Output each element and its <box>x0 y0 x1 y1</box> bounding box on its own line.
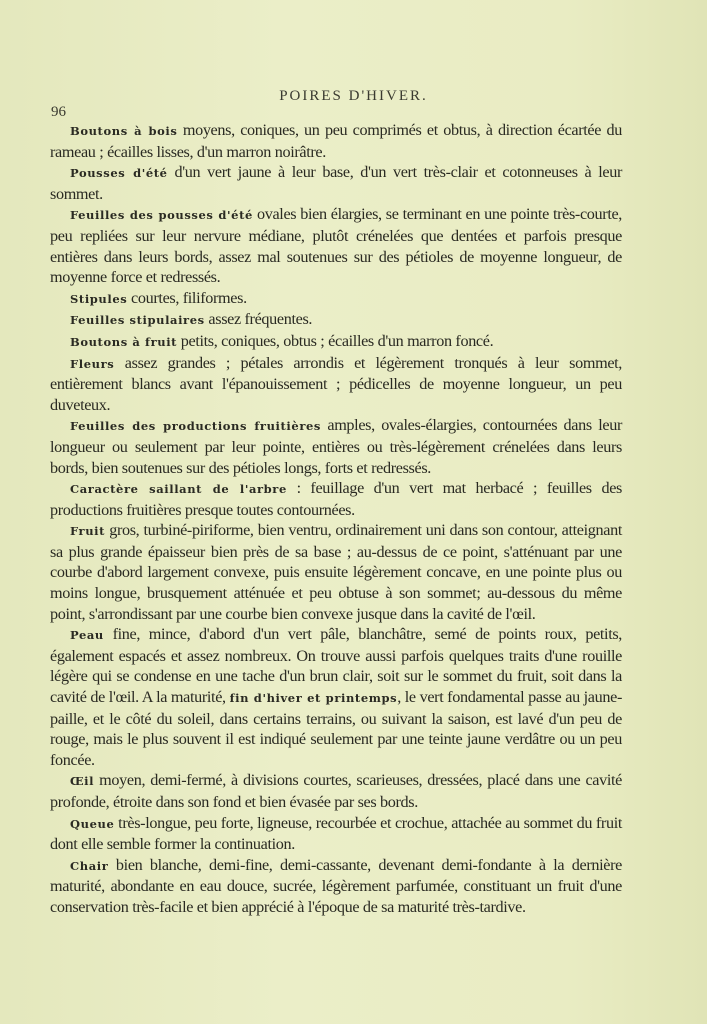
paragraph-lead: Feuilles stipulaires <box>70 313 205 328</box>
paragraph-peau <box>50 624 622 770</box>
paragraph-lead: Pousses d'été <box>70 166 168 181</box>
paragraph-lead: Feuilles des productions fruitières <box>70 419 321 434</box>
paragraph-lead: Peau <box>70 628 104 643</box>
paragraph-lead: Feuilles des pousses d'été <box>70 208 253 223</box>
paragraph-text: : feuillage d'un vert mat herbacé ; feuilles des productions fruitières presque toutes contournées. <box>50 479 622 519</box>
paragraph-pousses-d-ete <box>50 162 622 204</box>
paragraph-text: d'un vert jaune à leur base, d'un vert très-clair et cotonneuses à leur sommet. <box>50 163 622 203</box>
paragraph-boutons-a-bois <box>50 120 622 162</box>
paragraph-caractere-saillant <box>50 478 622 520</box>
paragraph-stipules <box>50 288 622 310</box>
paragraph-feuilles-stipulaires <box>50 309 622 331</box>
paragraph-text: très-longue, peu forte, ligneuse, recourbée et crochue, attachée au sommet du fruit dont elle semble former la continuation. <box>50 813 622 854</box>
paragraph-fleurs <box>50 353 622 416</box>
paragraph-lead: Caractère saillant de l'arbre <box>70 482 287 497</box>
paragraph-lead: Œil <box>70 774 95 789</box>
paragraph-lead: Chair <box>70 858 109 873</box>
paragraph-text: fine, mince, d'abord d'un vert pâle, blanchâtre, semé de points roux, petits, également espacés et assez nombreux. On trouve aussi parfois quelques traits d'une rouille légère qui se condense en une tache d'un brun clair, soit sur le sommet du fruit, soit dans la cavité de l'œil. A la maturité, <box>50 625 622 707</box>
paragraph-oeil <box>50 770 622 812</box>
paragraph-boutons-a-fruit <box>50 331 622 353</box>
paragraph-text: bien blanche, demi-fine, demi-cassante, devenant demi-fondante à la dernière maturité, abondante en eau douce, sucrée, légèrement parfumée, constituant un fruit d'une conservation très-facile et bien apprécié à l'époque de sa maturité très-tardive. <box>50 855 622 916</box>
paragraph-queue <box>50 813 622 855</box>
page-number: 96 <box>51 104 66 120</box>
paragraph-fruit <box>50 520 622 624</box>
paragraph-text: amples, ovales-élargies, contournées dans leur longueur ou seulement par leur pointe, entières ou très-légèrement crénelées dans leurs bords, bien soutenues sur des pétioles longs, forts et redressés. <box>50 416 622 477</box>
paragraph-text: moyen, demi-fermé, à divisions courtes, scarieuses, dressées, placé dans une cavité profonde, étroite dans son fond et bien évasée par ses bords. <box>50 771 622 811</box>
paragraph-text: courtes, filiformes. <box>127 288 247 307</box>
paragraph-feuilles-productions <box>50 415 622 478</box>
paragraph-text: moyens, coniques, un peu comprimés et obtus, à direction écartée du rameau ; écailles lisses, d'un marron noirâtre. <box>50 121 622 161</box>
paragraph-lead: Stipules <box>70 291 128 306</box>
page-body <box>50 120 622 918</box>
paragraph-chair <box>50 855 622 918</box>
paragraph-text: gros, turbiné-piriforme, bien ventru, ordinairement uni dans son contour, atteignant sa plus grande épaisseur bien près de sa base ; au-dessus de ce point, s'atténuant par une courbe d'abord largement convexe, puis ensuite légèrement concave, en une pointe plus ou moins longue, brusquement atténuée et peu obtuse à son sommet; au-dessous du même point, s'arrondissant par une courbe bien convexe jusque dans la cavité de l'œil. <box>50 521 622 623</box>
paragraph-text: assez grandes ; pétales arrondis et légèrement tronqués à leur sommet, entièrement blancs avant l'épanouissement ; pédicelles de moyenne longueur, un peu duveteux. <box>50 353 622 414</box>
paragraph-lead: Queue <box>70 816 115 831</box>
paragraph-text: ovales bien élargies, se terminant en une pointe très-courte, peu repliées sur leur nervure médiane, plutôt crénelées que dentées et parfois presque entières dans leurs bords, assez mal soutenues sur des pétioles de moyenne longueur, de moyenne force et redressés. <box>50 205 623 287</box>
paragraph-lead: Boutons à fruit <box>70 334 178 349</box>
paragraph-lead: Fruit <box>70 524 106 539</box>
paragraph-lead: Fleurs <box>70 356 115 371</box>
paragraph-text: petits, coniques, obtus ; écailles d'un marron foncé. <box>177 331 494 350</box>
paragraph-feuilles-pousses <box>50 204 622 287</box>
paragraph-text-continued: , le vert fondamental passe au jaune-paille, et le côté du soleil, dans certains terrains, ou suivant la saison, est lavé d'un peu de rouge, mais le plus souvent il est indiqué seulement par une teinte jaune verdâtre ou un peu foncée. <box>50 688 622 769</box>
paragraph-lead: Boutons à bois <box>70 124 178 138</box>
paragraph-text: assez fréquentes. <box>204 310 313 329</box>
running-title: POIRES D'HIVER. <box>279 88 428 104</box>
maturity-season: fin d'hiver et printemps <box>229 691 398 706</box>
